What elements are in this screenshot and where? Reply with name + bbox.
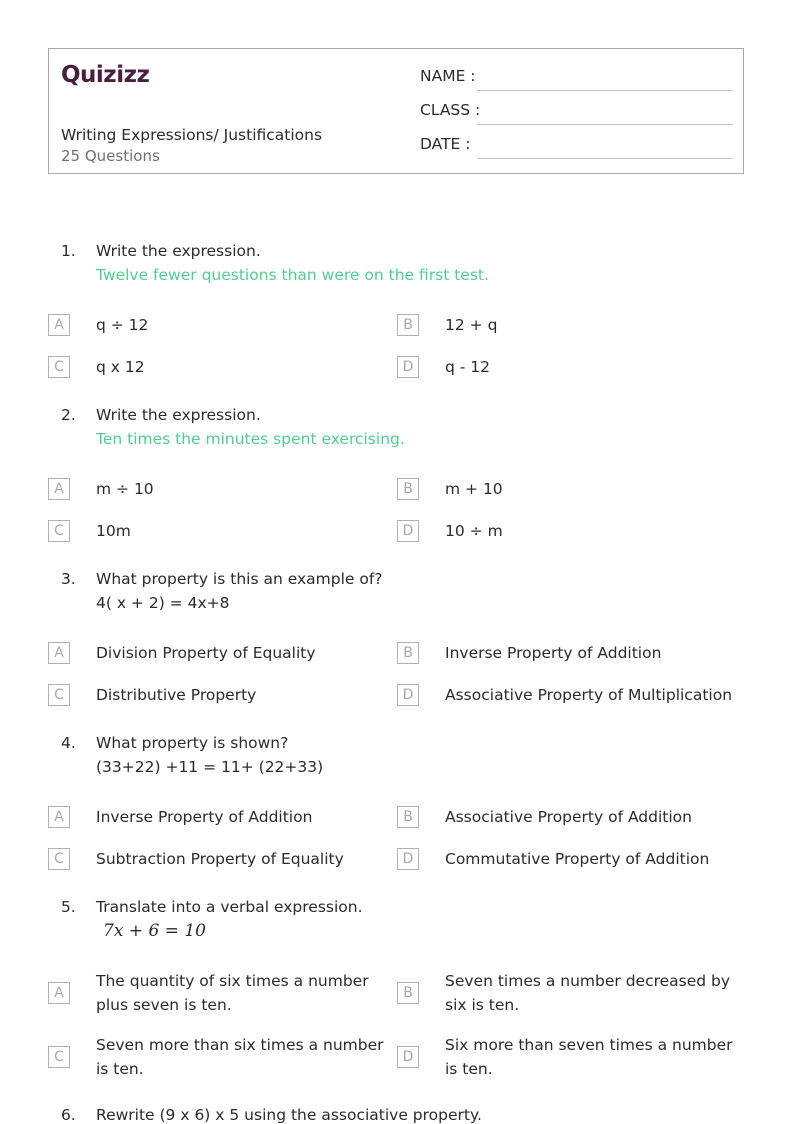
option-a-text: m ÷ 10	[96, 480, 154, 498]
option-a-box[interactable]: A	[48, 982, 70, 1004]
option-d-box[interactable]: D	[397, 684, 419, 706]
option-b-box[interactable]: B	[397, 478, 419, 500]
question-count: 25 Questions	[61, 147, 160, 165]
option-a-text: Division Property of Equality	[96, 644, 316, 662]
question-number: 2.	[61, 406, 76, 424]
quizizz-logo-mark	[61, 59, 153, 89]
option-c-box[interactable]: C	[48, 356, 70, 378]
option-b-box[interactable]: B	[397, 642, 419, 664]
option-d-box[interactable]: D	[397, 848, 419, 870]
option-b-text: Seven times a number decreased by six is ten.	[445, 972, 731, 1014]
question-detail: 4( x + 2) = 4x+8	[96, 594, 230, 612]
question-prompt: Write the expression.	[96, 242, 261, 260]
worksheet-header	[48, 48, 744, 174]
option-a-box[interactable]: A	[48, 478, 70, 500]
question-number: 1.	[61, 242, 76, 260]
option-d-box[interactable]: D	[397, 1046, 419, 1068]
option-c-text: 10m	[96, 522, 131, 540]
option-b-text: Associative Property of Addition	[445, 808, 692, 826]
option-a-text: Inverse Property of Addition	[96, 808, 313, 826]
question-prompt: What property is shown?	[96, 734, 289, 752]
option-c-box[interactable]: C	[48, 520, 70, 542]
question-number: 3.	[61, 570, 76, 588]
question-number: 5.	[61, 898, 76, 916]
option-c-box[interactable]: C	[48, 1046, 70, 1068]
option-c-box[interactable]: C	[48, 848, 70, 870]
option-d-text: Six more than seven times a number is ten.	[445, 1036, 733, 1078]
name-field[interactable]	[420, 67, 733, 91]
option-b-text: 12 + q	[445, 316, 498, 334]
date-label: DATE :	[420, 135, 471, 153]
question-detail: Ten times the minutes spent exercising.	[96, 430, 405, 448]
question-detail: Twelve fewer questions than were on the first test.	[96, 266, 489, 284]
svg-text:Quizizz: Quizizz	[61, 62, 150, 88]
worksheet-title: Writing Expressions/ Justifications	[61, 126, 323, 144]
option-b-text: Inverse Property of Addition	[445, 644, 662, 662]
question-detail: (33+22) +11 = 11+ (22+33)	[96, 758, 324, 776]
option-b-box[interactable]: B	[397, 314, 419, 336]
date-line	[477, 158, 733, 159]
name-line	[477, 90, 733, 91]
question-prompt: Rewrite (9 x 6) x 5 using the associative property.	[96, 1106, 482, 1124]
question-equation: 7x + 6 = 10	[103, 921, 206, 941]
option-c-text: Seven more than six times a number is ten.	[96, 1036, 384, 1078]
option-d-box[interactable]: D	[397, 356, 419, 378]
option-d-text: q - 12	[445, 358, 491, 376]
option-c-text: Distributive Property	[96, 686, 257, 704]
question-number: 4.	[61, 734, 76, 752]
class-label: CLASS :	[420, 101, 481, 119]
option-a-box[interactable]: A	[48, 806, 70, 828]
option-c-box[interactable]: C	[48, 684, 70, 706]
option-a-text: The quantity of six times a number plus seven is ten.	[96, 972, 369, 1014]
name-label: NAME :	[420, 67, 476, 85]
option-d-text: Commutative Property of Addition	[445, 850, 710, 868]
option-c-text: q x 12	[96, 358, 145, 376]
option-a-box[interactable]: A	[48, 314, 70, 336]
option-a-text: q ÷ 12	[96, 316, 149, 334]
option-b-box[interactable]: B	[397, 982, 419, 1004]
quizizz-logo	[61, 59, 153, 93]
option-d-box[interactable]: D	[397, 520, 419, 542]
class-field[interactable]	[420, 101, 733, 125]
question-prompt: Write the expression.	[96, 406, 261, 424]
date-field[interactable]	[420, 135, 733, 159]
option-b-text: m + 10	[445, 480, 503, 498]
option-b-box[interactable]: B	[397, 806, 419, 828]
option-c-text: Subtraction Property of Equality	[96, 850, 344, 868]
question-prompt: Translate into a verbal expression.	[96, 898, 363, 916]
option-d-text: Associative Property of Multiplication	[445, 686, 733, 704]
question-prompt: What property is this an example of?	[96, 570, 383, 588]
option-d-text: 10 ÷ m	[445, 522, 503, 540]
class-line	[477, 124, 733, 125]
question-number: 6.	[61, 1106, 76, 1124]
option-a-box[interactable]: A	[48, 642, 70, 664]
